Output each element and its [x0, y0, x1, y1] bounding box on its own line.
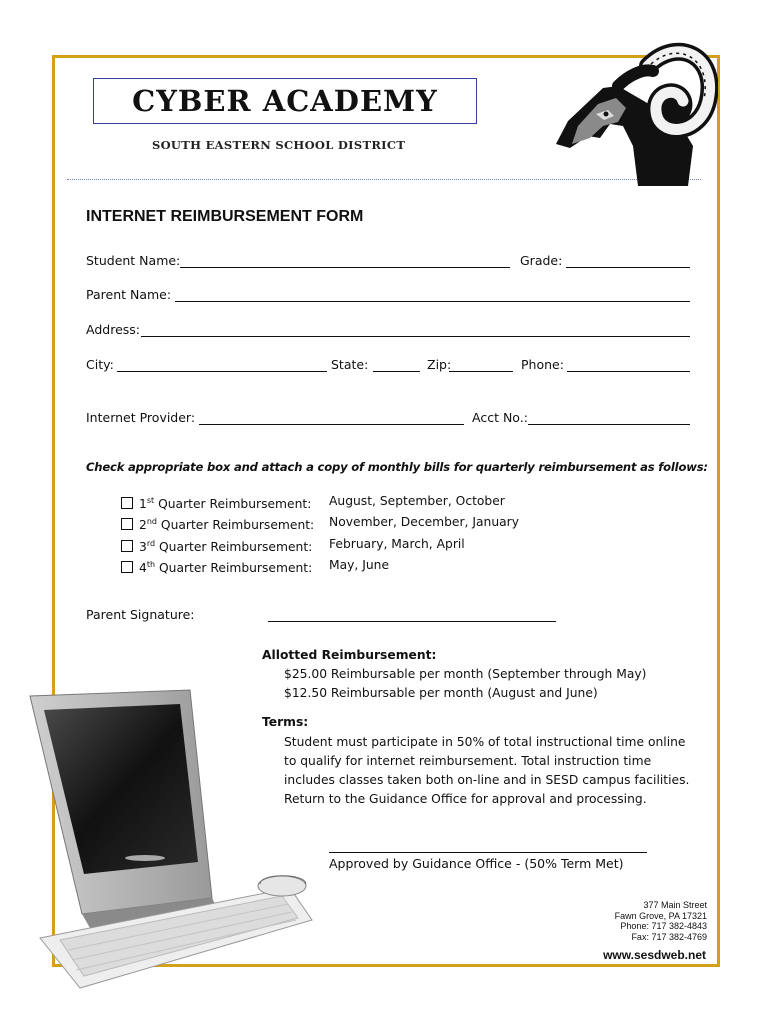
quarter-2-row: 2nd Quarter Reimbursement:	[121, 514, 314, 533]
address-city: Fawn Grove, PA 17321	[614, 910, 707, 921]
terms-line-3: includes classes taken both on-line and in SESD campus facilities.	[284, 773, 690, 787]
address-fax: Fax: 717 382-4769	[631, 931, 707, 942]
parent-signature-label: Parent Signature:	[86, 607, 195, 622]
website-link[interactable]: www.sesdweb.net	[603, 948, 706, 962]
parent-name-field[interactable]	[175, 301, 690, 302]
address-phone: Phone: 717 382-4843	[620, 921, 707, 931]
quarter-1-months: August, September, October	[329, 494, 505, 508]
acct-no-label: Acct No.:	[472, 410, 528, 425]
quarter-4-months: May, June	[329, 558, 390, 572]
contact-address	[615, 900, 707, 942]
quarter-2-months: November, December, January	[329, 515, 519, 529]
quarter-4-checkbox[interactable]	[121, 561, 133, 573]
quarter-3-checkbox[interactable]	[121, 540, 133, 552]
parent-signature-field[interactable]	[268, 621, 556, 622]
acct-no-field[interactable]	[528, 424, 690, 425]
form-title: INTERNET REIMBURSEMENT FORM	[86, 208, 364, 225]
terms-line-1: Student must participate in 50% of total instructional time online	[284, 735, 686, 749]
terms-line-4: Return to the Guidance Office for approval and processing.	[284, 792, 647, 806]
computer-illustration	[20, 688, 320, 1008]
address-street: 377 Main Street	[643, 900, 707, 910]
approval-signature-field[interactable]	[329, 852, 647, 853]
allotted-line-2: $12.50 Reimbursable per month (August and June)	[284, 686, 598, 700]
quarter-1-checkbox[interactable]	[121, 497, 133, 509]
instructions-text: Check appropriate box and attach a copy of monthly bills for quarterly reimbursement as follows:	[86, 460, 708, 474]
city-field[interactable]	[117, 371, 327, 372]
quarter-3-row: 3rd Quarter Reimbursement:	[121, 536, 312, 555]
phone-field[interactable]	[567, 371, 690, 372]
grade-field[interactable]	[566, 267, 690, 268]
address-label: Address:	[86, 322, 140, 337]
approval-label: Approved by Guidance Office - (50% Term Met)	[329, 856, 624, 871]
ram-mascot-logo	[548, 26, 718, 191]
terms-heading: Terms:	[262, 715, 309, 729]
district-name: SOUTH EASTERN SCHOOL DISTRICT	[152, 138, 406, 152]
allotted-line-1: $25.00 Reimbursable per month (September through May)	[284, 667, 647, 681]
zip-label: Zip:	[427, 357, 452, 372]
parent-name-label: Parent Name:	[86, 287, 172, 302]
state-field[interactable]	[373, 371, 420, 372]
allotted-heading: Allotted Reimbursement:	[262, 648, 437, 662]
terms-line-2: to qualify for internet reimbursement. Total instruction time	[284, 754, 652, 768]
student-name-label: Student Name:	[86, 253, 181, 268]
grade-label: Grade:	[520, 253, 563, 268]
quarter-2-checkbox[interactable]	[121, 518, 133, 530]
quarter-4-row: 4th Quarter Reimbursement:	[121, 557, 312, 576]
city-label: City:	[86, 357, 114, 372]
quarter-1-row: 1st Quarter Reimbursement:	[121, 493, 311, 512]
address-field[interactable]	[141, 336, 690, 337]
state-label: State:	[331, 357, 369, 372]
student-name-field[interactable]	[180, 267, 510, 268]
internet-provider-field[interactable]	[199, 424, 464, 425]
phone-label: Phone:	[521, 357, 564, 372]
zip-field[interactable]	[449, 371, 513, 372]
internet-provider-label: Internet Provider:	[86, 410, 196, 425]
quarter-3-months: February, March, April	[329, 537, 465, 551]
school-title-box	[93, 78, 477, 124]
school-title: CYBER ACADEMY	[132, 84, 438, 118]
